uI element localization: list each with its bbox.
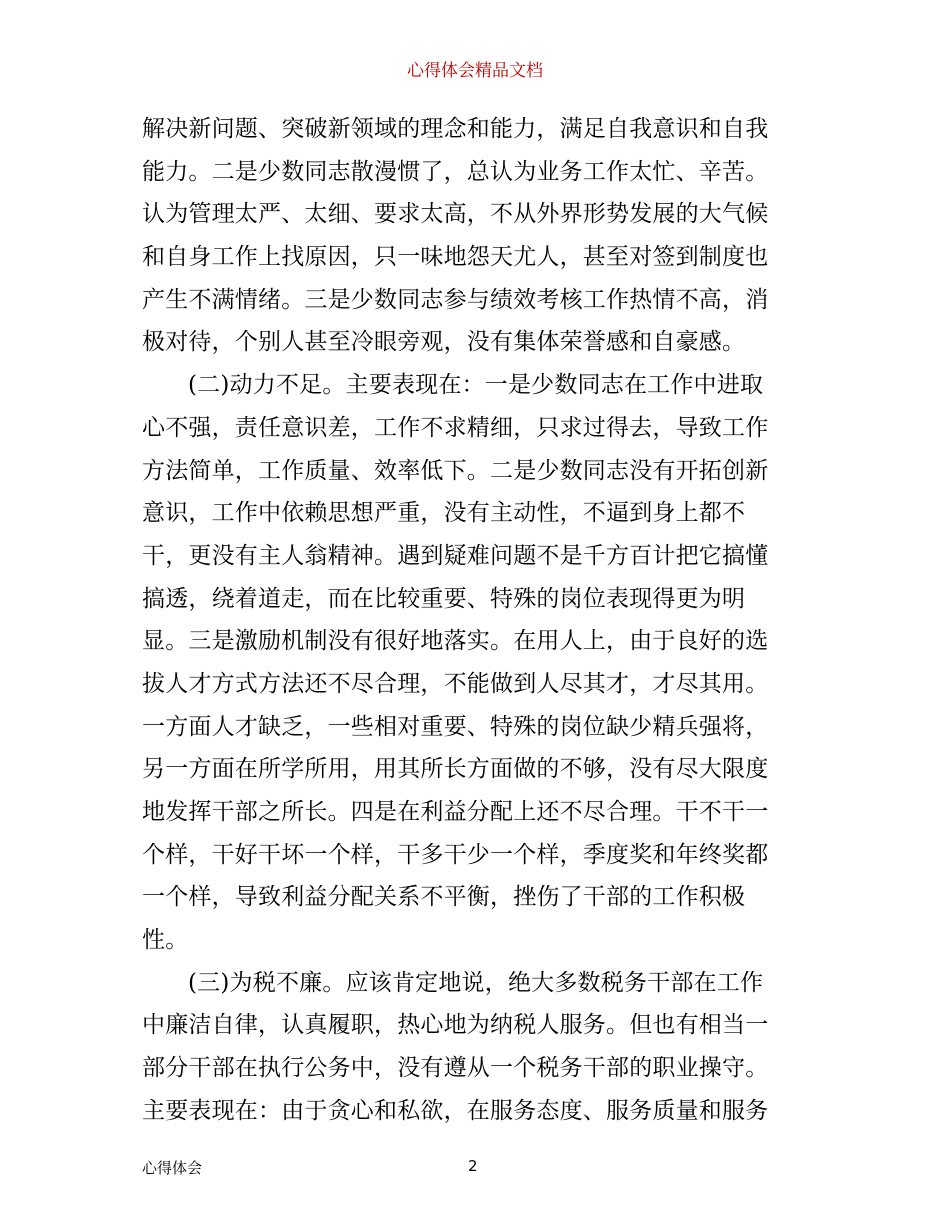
text-line: 主要表现在：由于贪心和私欲，在服务态度、服务质量和服务 xyxy=(142,1097,769,1124)
text-line: 性。 xyxy=(142,927,189,954)
text-line: 认为管理太严、太细、要求太高，不从外界形势发展的大气候 xyxy=(142,201,769,228)
text-line: 方法简单，工作质量、效率低下。二是少数同志没有开拓创新 xyxy=(142,457,769,484)
paragraph-start-line: (三)为税不廉。应该肯定地说，绝大多数税务干部在工作 xyxy=(188,969,764,996)
document-body xyxy=(142,108,818,1133)
page-header-title: 心得体会精品文档 xyxy=(407,61,543,81)
text-line: 干，更没有主人翁精神。遇到疑难问题不是千方百计把它搞懂 xyxy=(142,542,769,569)
text-line: 个样，干好干坏一个样，干多干少一个样，季度奖和年终奖都 xyxy=(142,841,769,868)
text-line: 一个样，导致利益分配关系不平衡，挫伤了干部的工作积极 xyxy=(142,884,746,911)
text-line: 部分干部在执行公务中，没有遵从一个税务干部的职业操守。 xyxy=(142,1055,769,1082)
text-line: 显。三是激励机制没有很好地落实。在用人上，由于良好的选 xyxy=(142,628,769,655)
text-line: 拔人才方式方法还不尽合理，不能做到人尽其才，才尽其用。 xyxy=(142,670,769,697)
text-line: 极对待，个别人甚至冷眼旁观，没有集体荣誉感和自豪感。 xyxy=(142,329,746,356)
text-line: 和自身工作上找原因，只一味地怨天尤人，甚至对签到制度也 xyxy=(142,244,769,271)
text-line: 搞透，绕着道走，而在比较重要、特殊的岗位表现得更为明 xyxy=(142,585,746,612)
footer-label: 心得体会 xyxy=(142,1159,203,1177)
text-line: 另一方面在所学所用，用其所长方面做的不够，没有尽大限度 xyxy=(142,756,769,783)
text-line: 地发挥干部之所长。四是在利益分配上还不尽合理。干不干一 xyxy=(142,799,769,825)
text-line: 产生不满情绪。三是少数同志参与绩效考核工作热情不高，消 xyxy=(142,286,769,313)
text-line: 能力。二是少数同志散漫惯了，总认为业务工作太忙、辛苦。 xyxy=(142,158,769,185)
paragraph-start-line: (二)动力不足。主要表现在：一是少数同志在工作中进取 xyxy=(188,372,764,399)
text-line: 中廉洁自律，认真履职，热心地为纳税人服务。但也有相当一 xyxy=(142,1012,769,1039)
text-line: 意识，工作中依赖思想严重，没有主动性，不逼到身上都不 xyxy=(142,500,746,527)
text-line: 解决新问题、突破新领域的理念和能力，满足自我意识和自我 xyxy=(142,116,769,142)
page-number: 2 xyxy=(468,1157,478,1175)
text-line: 心不强，责任意识差，工作不求精细，只求过得去，导致工作 xyxy=(142,414,769,441)
text-line: 一方面人才缺乏，一些相对重要、特殊的岗位缺少精兵强将， xyxy=(142,713,769,740)
